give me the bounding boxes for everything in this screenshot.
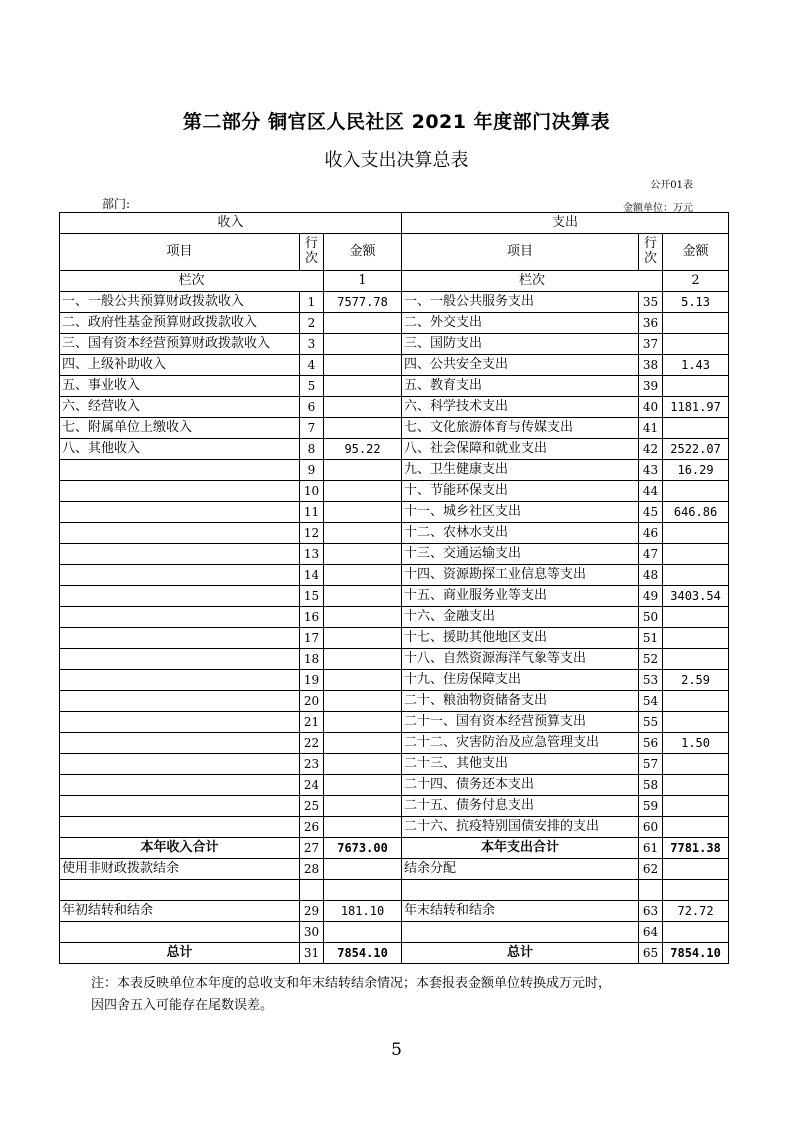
- income-amount: [324, 334, 402, 355]
- table-row: [60, 670, 729, 691]
- summary-income-line-no: 28: [300, 859, 324, 880]
- expense-item: 九、卫生健康支出: [402, 460, 639, 481]
- income-amount: [324, 544, 402, 565]
- income-expense-table: [59, 212, 729, 964]
- expense-amount: [663, 817, 729, 838]
- income-line-no: 3: [300, 334, 324, 355]
- expense-line-no: 58: [639, 775, 663, 796]
- income-line-no: 13: [300, 544, 324, 565]
- income-line-no: 2: [300, 313, 324, 334]
- income-item: 七、附属单位上缴收入: [60, 418, 300, 439]
- summary-row: [60, 922, 729, 943]
- expense-amount: 2.59: [663, 670, 729, 691]
- col-line-header-right-text: 行 次: [644, 236, 658, 266]
- footnote-line-2: 因四舍五入可能存在尾数误差。: [91, 998, 274, 1013]
- table-row: [60, 313, 729, 334]
- table-row: [60, 481, 729, 502]
- expense-amount: [663, 565, 729, 586]
- income-item: [60, 460, 300, 481]
- expense-line-no: 38: [639, 355, 663, 376]
- income-item: [60, 649, 300, 670]
- expense-item: 十九、住房保障支出: [402, 670, 639, 691]
- income-item: [60, 670, 300, 691]
- expense-amount: 2522.07: [663, 439, 729, 460]
- income-amount: [324, 481, 402, 502]
- income-line-no: 1: [300, 292, 324, 313]
- column-index-label-right: 栏次: [402, 271, 663, 292]
- summary-income-item: [60, 922, 300, 943]
- summary-income-item: 年初结转和结余: [60, 901, 300, 922]
- column-index-row: [60, 271, 729, 292]
- summary-expense-item: 本年支出合计: [402, 838, 639, 859]
- column-index-num-right: 2: [663, 271, 729, 292]
- expense-amount: [663, 775, 729, 796]
- income-amount: [324, 796, 402, 817]
- document-title: 第二部分 铜官区人民社区 2021 年度部门决算表: [182, 111, 611, 133]
- expense-item: 二十二、灾害防治及应急管理支出: [402, 733, 639, 754]
- table-row: [60, 460, 729, 481]
- summary-income-amount: [324, 859, 402, 880]
- summary-expense-amount: 72.72: [663, 901, 729, 922]
- income-item: [60, 691, 300, 712]
- summary-expense-line-no: 65: [639, 943, 663, 964]
- summary-row: [60, 901, 729, 922]
- col-line-header: [300, 234, 324, 271]
- column-index-label-left: 栏次: [60, 271, 324, 292]
- expense-amount: 16.29: [663, 460, 729, 481]
- income-amount: 7577.78: [324, 292, 402, 313]
- income-item: [60, 796, 300, 817]
- expense-amount: [663, 376, 729, 397]
- table-row: [60, 334, 729, 355]
- income-item: [60, 754, 300, 775]
- summary-expense-item: [402, 880, 639, 901]
- summary-expense-line-no: 64: [639, 922, 663, 943]
- col-item-header: 项目: [60, 234, 300, 271]
- table-body: [60, 292, 729, 964]
- summary-income-amount: [324, 880, 402, 901]
- expense-line-no: 56: [639, 733, 663, 754]
- expense-item: 二十六、抗疫特别国债安排的支出: [402, 817, 639, 838]
- income-amount: [324, 355, 402, 376]
- expense-line-no: 51: [639, 628, 663, 649]
- income-line-no: 20: [300, 691, 324, 712]
- expense-amount: [663, 691, 729, 712]
- expense-amount: [663, 754, 729, 775]
- income-amount: [324, 565, 402, 586]
- income-amount: [324, 523, 402, 544]
- table-subtitle: 收入支出决算总表: [324, 150, 469, 171]
- summary-income-amount: 7854.10: [324, 943, 402, 964]
- income-line-no: 23: [300, 754, 324, 775]
- income-item: [60, 733, 300, 754]
- income-item: [60, 817, 300, 838]
- expense-header: 支出: [402, 213, 729, 234]
- expense-line-no: 47: [639, 544, 663, 565]
- col-amount-header-right: 金额: [663, 234, 729, 271]
- income-item: 二、政府性基金预算财政拨款收入: [60, 313, 300, 334]
- income-line-no: 18: [300, 649, 324, 670]
- table-row: [60, 586, 729, 607]
- summary-income-line-no: 27: [300, 838, 324, 859]
- footnote: [91, 973, 731, 1017]
- col-line-header-text: 行 次: [304, 236, 318, 266]
- summary-expense-line-no: [639, 880, 663, 901]
- income-item: 六、经营收入: [60, 397, 300, 418]
- expense-line-no: 54: [639, 691, 663, 712]
- expense-item: 十五、商业服务业等支出: [402, 586, 639, 607]
- income-item: [60, 565, 300, 586]
- table-row: [60, 397, 729, 418]
- expense-item: 五、教育支出: [402, 376, 639, 397]
- expense-amount: [663, 628, 729, 649]
- table-row: [60, 691, 729, 712]
- table-row: [60, 796, 729, 817]
- summary-expense-item: 结余分配: [402, 859, 639, 880]
- table-row: [60, 712, 729, 733]
- table-row: [60, 817, 729, 838]
- income-line-no: 19: [300, 670, 324, 691]
- table-row: [60, 775, 729, 796]
- expense-line-no: 49: [639, 586, 663, 607]
- table-row: [60, 544, 729, 565]
- summary-income-amount: 181.10: [324, 901, 402, 922]
- income-amount: [324, 817, 402, 838]
- income-item: [60, 628, 300, 649]
- expense-item: 二十、粮油物资储备支出: [402, 691, 639, 712]
- summary-expense-amount: [663, 859, 729, 880]
- expense-item: 二十三、其他支出: [402, 754, 639, 775]
- income-item: [60, 523, 300, 544]
- income-item: [60, 502, 300, 523]
- income-line-no: 11: [300, 502, 324, 523]
- expense-line-no: 55: [639, 712, 663, 733]
- expense-amount: 1181.97: [663, 397, 729, 418]
- income-amount: [324, 586, 402, 607]
- expense-line-no: 42: [639, 439, 663, 460]
- expense-line-no: 43: [639, 460, 663, 481]
- col-item-header-right: 项目: [402, 234, 639, 271]
- expense-line-no: 36: [639, 313, 663, 334]
- expense-item: 二十四、债务还本支出: [402, 775, 639, 796]
- expense-item: 十八、自然资源海洋气象等支出: [402, 649, 639, 670]
- summary-expense-amount: 7854.10: [663, 943, 729, 964]
- summary-expense-line-no: 63: [639, 901, 663, 922]
- income-amount: [324, 628, 402, 649]
- income-amount: [324, 754, 402, 775]
- income-line-no: 17: [300, 628, 324, 649]
- table-row: [60, 418, 729, 439]
- table-row: [60, 292, 729, 313]
- income-item: 三、国有资本经营预算财政拨款收入: [60, 334, 300, 355]
- summary-expense-amount: [663, 922, 729, 943]
- income-line-no: 9: [300, 460, 324, 481]
- expense-amount: 1.43: [663, 355, 729, 376]
- expense-amount: [663, 796, 729, 817]
- section-header-row: [60, 213, 729, 234]
- expense-item: 一、一般公共服务支出: [402, 292, 639, 313]
- table-row: [60, 502, 729, 523]
- income-item: 五、事业收入: [60, 376, 300, 397]
- column-index-num-left: 1: [324, 271, 402, 292]
- expense-line-no: 44: [639, 481, 663, 502]
- income-item: [60, 586, 300, 607]
- income-line-no: 21: [300, 712, 324, 733]
- table-row: [60, 628, 729, 649]
- expense-amount: 646.86: [663, 502, 729, 523]
- income-item: [60, 607, 300, 628]
- summary-expense-item: 总计: [402, 943, 639, 964]
- expense-item: 四、公共安全支出: [402, 355, 639, 376]
- expense-amount: 1.50: [663, 733, 729, 754]
- summary-income-item: 使用非财政拨款结余: [60, 859, 300, 880]
- income-item: 一、一般公共预算财政拨款收入: [60, 292, 300, 313]
- unit-label: 金额单位：万元: [623, 203, 693, 214]
- income-amount: [324, 502, 402, 523]
- expense-line-no: 37: [639, 334, 663, 355]
- income-item: 八、其他收入: [60, 439, 300, 460]
- table-row: [60, 376, 729, 397]
- expense-amount: [663, 418, 729, 439]
- col-line-header-right: [639, 234, 663, 271]
- income-amount: [324, 376, 402, 397]
- expense-amount: [663, 334, 729, 355]
- expense-item: 十三、交通运输支出: [402, 544, 639, 565]
- summary-income-line-no: 30: [300, 922, 324, 943]
- expense-item: 八、社会保障和就业支出: [402, 439, 639, 460]
- income-line-no: 25: [300, 796, 324, 817]
- expense-amount: [663, 712, 729, 733]
- expense-item: 十七、援助其他地区支出: [402, 628, 639, 649]
- summary-income-item: 总计: [60, 943, 300, 964]
- expense-item: 十六、金融支出: [402, 607, 639, 628]
- income-line-no: 16: [300, 607, 324, 628]
- summary-expense-line-no: 61: [639, 838, 663, 859]
- income-line-no: 14: [300, 565, 324, 586]
- income-line-no: 7: [300, 418, 324, 439]
- expense-line-no: 60: [639, 817, 663, 838]
- summary-row: [60, 838, 729, 859]
- summary-expense-item: 年末结转和结余: [402, 901, 639, 922]
- expense-amount: 5.13: [663, 292, 729, 313]
- income-line-no: 15: [300, 586, 324, 607]
- table-row: [60, 439, 729, 460]
- income-line-no: 26: [300, 817, 324, 838]
- table-row: [60, 733, 729, 754]
- summary-expense-amount: 7781.38: [663, 838, 729, 859]
- income-amount: [324, 649, 402, 670]
- expense-line-no: 40: [639, 397, 663, 418]
- expense-item: 十四、资源勘探工业信息等支出: [402, 565, 639, 586]
- income-item: [60, 481, 300, 502]
- expense-item: 二十一、国有资本经营预算支出: [402, 712, 639, 733]
- summary-row: [60, 943, 729, 964]
- expense-line-no: 52: [639, 649, 663, 670]
- column-header-row: [60, 234, 729, 271]
- expense-line-no: 46: [639, 523, 663, 544]
- summary-income-item: 本年收入合计: [60, 838, 300, 859]
- summary-expense-amount: [663, 880, 729, 901]
- table-row: [60, 523, 729, 544]
- income-item: [60, 544, 300, 565]
- income-line-no: 8: [300, 439, 324, 460]
- income-amount: [324, 460, 402, 481]
- expense-line-no: 48: [639, 565, 663, 586]
- income-line-no: 24: [300, 775, 324, 796]
- expense-amount: [663, 313, 729, 334]
- income-line-no: 5: [300, 376, 324, 397]
- income-item: 四、上级补助收入: [60, 355, 300, 376]
- income-amount: [324, 607, 402, 628]
- income-amount: [324, 670, 402, 691]
- summary-income-line-no: 29: [300, 901, 324, 922]
- summary-row: [60, 859, 729, 880]
- expense-item: 十二、农林水支出: [402, 523, 639, 544]
- income-line-no: 12: [300, 523, 324, 544]
- income-item: [60, 775, 300, 796]
- expense-line-no: 41: [639, 418, 663, 439]
- department-label: 部门:: [102, 197, 131, 211]
- expense-line-no: 35: [639, 292, 663, 313]
- col-amount-header: 金额: [324, 234, 402, 271]
- income-amount: 95.22: [324, 439, 402, 460]
- income-amount: [324, 712, 402, 733]
- income-line-no: 4: [300, 355, 324, 376]
- summary-expense-line-no: 62: [639, 859, 663, 880]
- income-item: [60, 712, 300, 733]
- expense-item: 十一、城乡社区支出: [402, 502, 639, 523]
- income-amount: [324, 397, 402, 418]
- expense-line-no: 50: [639, 607, 663, 628]
- table-row: [60, 565, 729, 586]
- footnote-line-1: 注：本表反映单位本年度的总收支和年末结转结余情况；本套报表金额单位转换成万元时，: [91, 976, 612, 991]
- expense-item: 三、国防支出: [402, 334, 639, 355]
- expense-item: 二十五、债务付息支出: [402, 796, 639, 817]
- table-row: [60, 355, 729, 376]
- expense-amount: [663, 544, 729, 565]
- expense-line-no: 39: [639, 376, 663, 397]
- expense-amount: [663, 481, 729, 502]
- income-amount: [324, 313, 402, 334]
- income-amount: [324, 733, 402, 754]
- income-line-no: 22: [300, 733, 324, 754]
- form-number: 公开01表: [650, 180, 693, 191]
- income-header: 收入: [60, 213, 402, 234]
- expense-line-no: 59: [639, 796, 663, 817]
- expense-amount: [663, 607, 729, 628]
- expense-item: 六、科学技术支出: [402, 397, 639, 418]
- table-row: [60, 607, 729, 628]
- expense-line-no: 53: [639, 670, 663, 691]
- income-amount: [324, 775, 402, 796]
- income-amount: [324, 418, 402, 439]
- expense-item: 二、外交支出: [402, 313, 639, 334]
- income-line-no: 10: [300, 481, 324, 502]
- expense-amount: 3403.54: [663, 586, 729, 607]
- summary-income-amount: 7673.00: [324, 838, 402, 859]
- summary-income-line-no: [300, 880, 324, 901]
- page-number: 5: [391, 1040, 402, 1060]
- income-line-no: 6: [300, 397, 324, 418]
- expense-item: 七、文化旅游体育与传媒支出: [402, 418, 639, 439]
- expense-line-no: 45: [639, 502, 663, 523]
- summary-income-line-no: 31: [300, 943, 324, 964]
- summary-row: [60, 880, 729, 901]
- summary-expense-item: [402, 922, 639, 943]
- table-row: [60, 754, 729, 775]
- table-row: [60, 649, 729, 670]
- expense-line-no: 57: [639, 754, 663, 775]
- expense-amount: [663, 649, 729, 670]
- expense-amount: [663, 523, 729, 544]
- summary-income-amount: [324, 922, 402, 943]
- summary-income-item: [60, 880, 300, 901]
- income-amount: [324, 691, 402, 712]
- expense-item: 十、节能环保支出: [402, 481, 639, 502]
